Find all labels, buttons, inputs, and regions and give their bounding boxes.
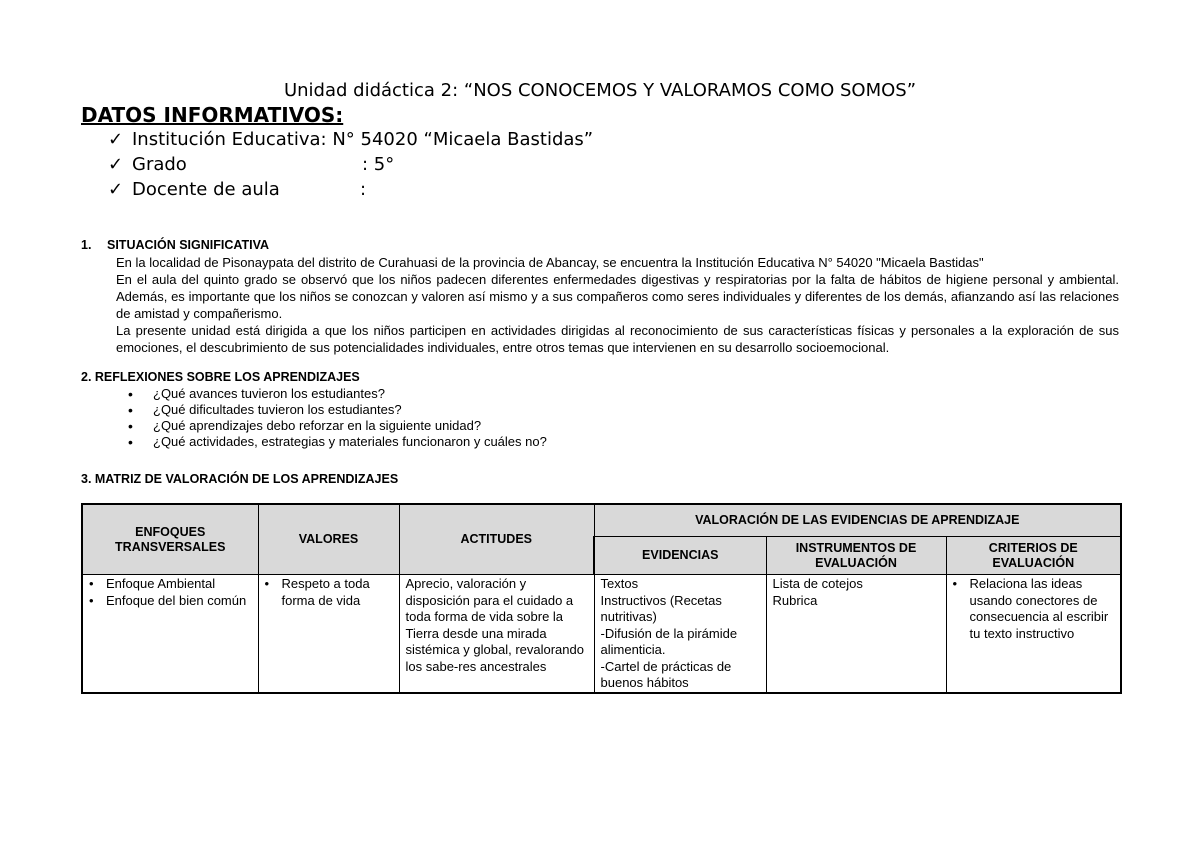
check-icon: ✓ bbox=[108, 179, 124, 200]
list-item: • ¿Qué aprendizajes debo reforzar en la siguiente unidad? bbox=[116, 418, 547, 434]
datos-item-grado bbox=[108, 152, 593, 177]
paragraph: La presente unidad está dirigida a que los niños participen en actividades dirigidas al reconocimiento de sus características físicas y personales a la exploración de sus emociones, el descubrimiento de sus potencialidades individuales, entre otros temas que intervienen en su desarrollo socioemocional. bbox=[116, 323, 1119, 355]
section-2-heading: 2. REFLEXIONES SOBRE LOS APRENDIZAJES bbox=[81, 370, 360, 384]
datos-label: Grado bbox=[132, 154, 187, 175]
situacion-significativa-text bbox=[116, 254, 1119, 356]
datos-item-docente bbox=[108, 177, 593, 202]
cell-instrumentos bbox=[766, 575, 946, 693]
cell-line: -Difusión de la pirámide alimenticia. bbox=[600, 625, 738, 657]
header-evidencias: EVIDENCIAS bbox=[594, 537, 766, 575]
reflexiones-list bbox=[116, 386, 547, 450]
list-item: • ¿Qué dificultades tuvieron los estudiantes? bbox=[116, 402, 547, 418]
paragraph: En la localidad de Pisonaypata del distrito de Curahuasi de la provincia de Abancay, se encuentra la Institución Educativa N° 54020 "Micaela Bastidas" bbox=[116, 255, 984, 270]
cell-line: Rubrica bbox=[772, 592, 818, 608]
paragraph: En el aula del quinto grado se observó que los niños padecen diferentes enfermedades digestivas y respiratorias por la falta de hábitos de higiene personal y ambiental. Además, es importante que los niños se conozcan y valoren así mismo y a sus compañeros como seres individuales y diferentes de los demás, afianzando así las relaciones de amistad y compañerismo. bbox=[116, 272, 1119, 321]
header-valoracion: VALORACIÓN DE LAS EVIDENCIAS DE APRENDIZAJE bbox=[594, 504, 1121, 537]
cell-actitudes: Aprecio, valoración y disposición para el cuidado a toda forma de vida sobre la Tierra desde una mirada sistémica y global, revalorando los sabe-res ancestrales bbox=[399, 575, 594, 693]
cell-line: -Cartel de prácticas de buenos hábitos bbox=[600, 658, 732, 690]
datos-value: N° 54020 “Micaela Bastidas” bbox=[332, 129, 594, 150]
table-row bbox=[82, 575, 1121, 693]
cell-line: Textos bbox=[600, 576, 639, 591]
check-icon: ✓ bbox=[108, 129, 124, 150]
table-header-row bbox=[82, 504, 1121, 537]
list-item: • Respeto a toda forma de vida bbox=[265, 576, 395, 609]
list-item: • Enfoque del bien común bbox=[89, 593, 254, 610]
header-criterios: CRITERIOS DE EVALUACIÓN bbox=[946, 537, 1121, 575]
section-title: SITUACIÓN SIGNIFICATIVA bbox=[107, 238, 270, 252]
matriz-valoracion-table bbox=[81, 503, 1122, 694]
datos-label: Docente de aula bbox=[132, 179, 280, 200]
header-actitudes: ACTITUDES bbox=[399, 504, 594, 575]
list-item: • ¿Qué actividades, estrategias y materiales funcionaron y cuáles no? bbox=[116, 434, 547, 450]
header-instrumentos: INSTRUMENTOS DE EVALUACIÓN bbox=[766, 537, 946, 575]
list-item: • Enfoque Ambiental bbox=[89, 576, 254, 593]
header-enfoques: ENFOQUES TRANSVERSALES bbox=[82, 504, 258, 575]
list-item: • ¿Qué avances tuvieron los estudiantes? bbox=[116, 386, 547, 402]
datos-informativos-list bbox=[108, 127, 593, 202]
cell-line: Instructivos (Recetas nutritivas) bbox=[600, 592, 722, 624]
datos-label: Institución Educativa: bbox=[132, 129, 327, 150]
datos-value: : 5° bbox=[362, 154, 395, 175]
cell-line: Lista de cotejos bbox=[772, 576, 863, 591]
check-icon: ✓ bbox=[108, 154, 124, 175]
cell-criterios bbox=[946, 575, 1121, 693]
section-3-heading: 3. MATRIZ DE VALORACIÓN DE LOS APRENDIZAJES bbox=[81, 472, 399, 486]
cell-evidencias bbox=[594, 575, 766, 693]
datos-item-institucion bbox=[108, 127, 593, 152]
header-valores: VALORES bbox=[258, 504, 399, 575]
list-item: • Relaciona las ideas usando conectores de consecuencia al escribir tu texto instructivo bbox=[953, 576, 1117, 642]
datos-value: : bbox=[360, 179, 367, 200]
section-number: 1. bbox=[81, 238, 92, 252]
section-1-heading bbox=[81, 238, 269, 252]
unit-title: Unidad didáctica 2: “NOS CONOCEMOS Y VALORAMOS COMO SOMOS” bbox=[283, 80, 917, 101]
cell-enfoques bbox=[82, 575, 258, 693]
datos-informativos-heading: DATOS INFORMATIVOS: bbox=[81, 103, 344, 127]
cell-valores bbox=[258, 575, 399, 693]
